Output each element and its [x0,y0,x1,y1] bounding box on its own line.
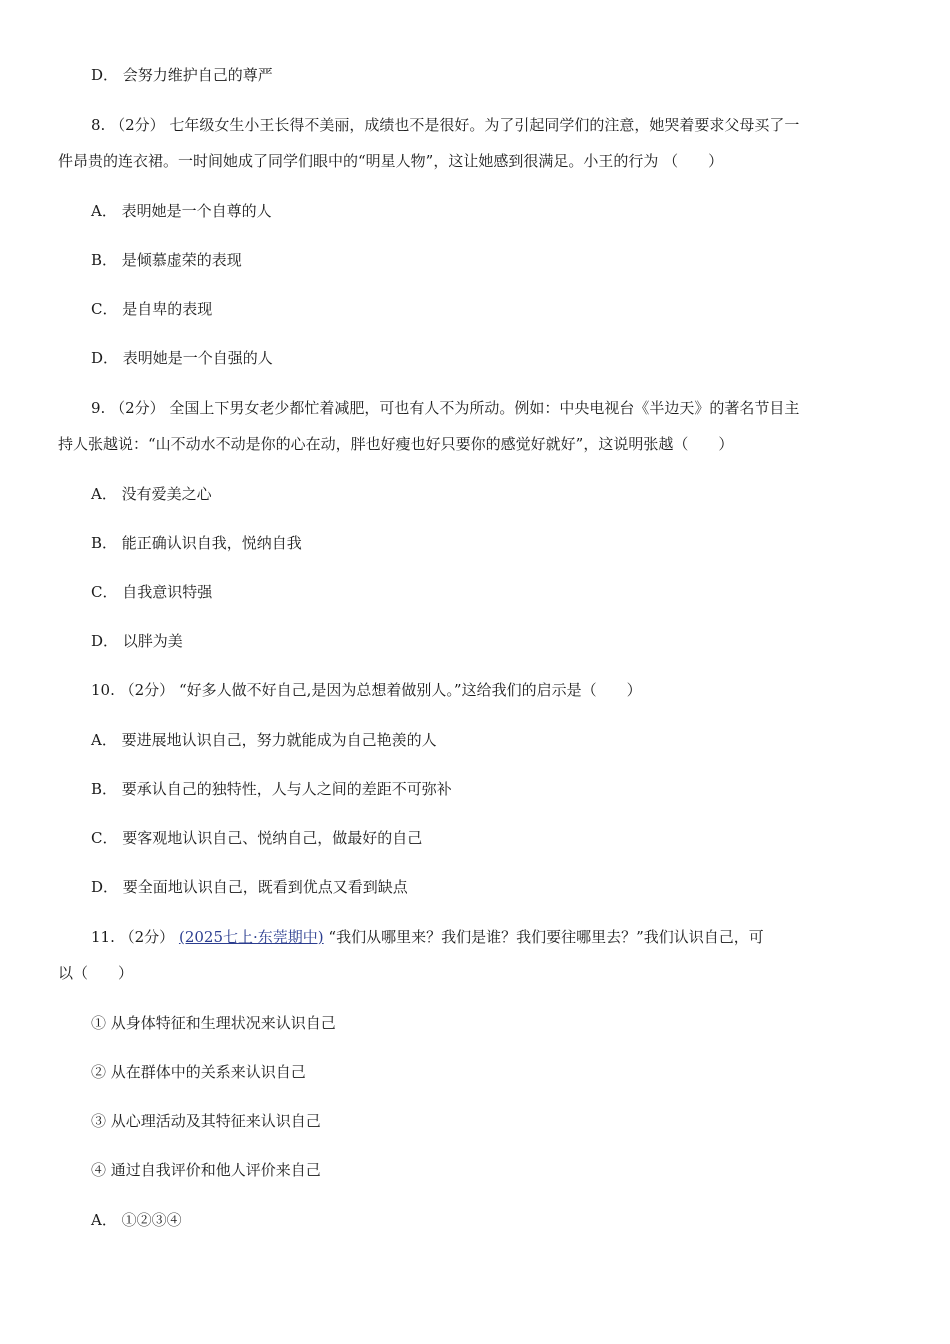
q9-option-b: B． 能正确认识自我，悦纳自我 [91,534,302,552]
q8-stem-line1 [91,115,799,135]
q10-stem-text1: “好多人做不好自己,是因为总想着做别人。”这给我们的启示是（ ） [178,681,642,699]
q11-option-a: A． ①②③④ [91,1211,182,1229]
q11-stem-text1: “我们从哪里来？我们是谁？我们要往哪里去？”我们认识自己，可 [328,928,764,946]
q11-score: （2分） [119,928,175,946]
q9-option-a: A． 没有爱美之心 [91,485,212,503]
q11-source-link[interactable]: (2025七上·东莞期中) [178,928,324,946]
q10-score: （2分） [119,681,175,699]
q8-option-c: C． 是自卑的表现 [91,300,213,318]
q7-option-d: D． 会努力维护自己的尊严 [91,66,273,84]
q8-option-b: B． 是倾慕虚荣的表现 [91,251,242,269]
q9-option-c: C． 自我意识特强 [91,583,213,601]
q8-option-a: A． 表明她是一个自尊的人 [91,202,272,220]
q10-stem-line1 [91,680,642,700]
q9-option-d: D． 以胖为美 [91,632,183,650]
q8-stem-line2: 件昂贵的连衣裙。一时间她成了同学们眼中的“明星人物”，这让她感到很满足。小王的行为 （ ） [58,152,724,170]
q11-stem-line1 [91,927,764,947]
q8-number: 8. [91,116,106,134]
q11-item-2: ② 从在群体中的关系来认识自己 [91,1063,306,1081]
q10-option-a: A． 要进展地认识自己，努力就能成为自己艳羡的人 [91,731,437,749]
q11-item-1: ① 从身体特征和生理状况来认识自己 [91,1014,336,1032]
q10-option-c: C． 要客观地认识自己、悦纳自己，做最好的自己 [91,829,423,847]
q8-stem-text1: 七年级女生小王长得不美丽，成绩也不是很好。为了引起同学们的注意，她哭着要求父母买了一 [169,116,800,134]
q9-score: （2分） [110,399,165,417]
q11-stem-line2: 以（ ） [58,964,134,982]
q11-number: 11. [91,928,115,946]
q10-option-b: B． 要承认自己的独特性，人与人之间的差距不可弥补 [91,780,452,798]
q8-option-d: D． 表明她是一个自强的人 [91,349,273,367]
q10-number: 10. [91,681,115,699]
q8-score: （2分） [110,116,165,134]
q9-stem-line2: 持人张越说：“山不动水不动是你的心在动，胖也好瘦也好只要你的感觉好就好”，这说明张越（ ） [58,435,734,453]
q9-stem-line1 [91,398,799,418]
q11-item-4: ④ 通过自我评价和他人评价来自己 [91,1161,321,1179]
q9-stem-text1: 全国上下男女老少都忙着减肥，可也有人不为所动。例如：中央电视台《半边天》的著名节目主 [169,399,800,417]
q9-number: 9. [91,399,106,417]
q10-option-d: D． 要全面地认识自己，既看到优点又看到缺点 [91,878,408,896]
q11-item-3: ③ 从心理活动及其特征来认识自己 [91,1112,321,1130]
